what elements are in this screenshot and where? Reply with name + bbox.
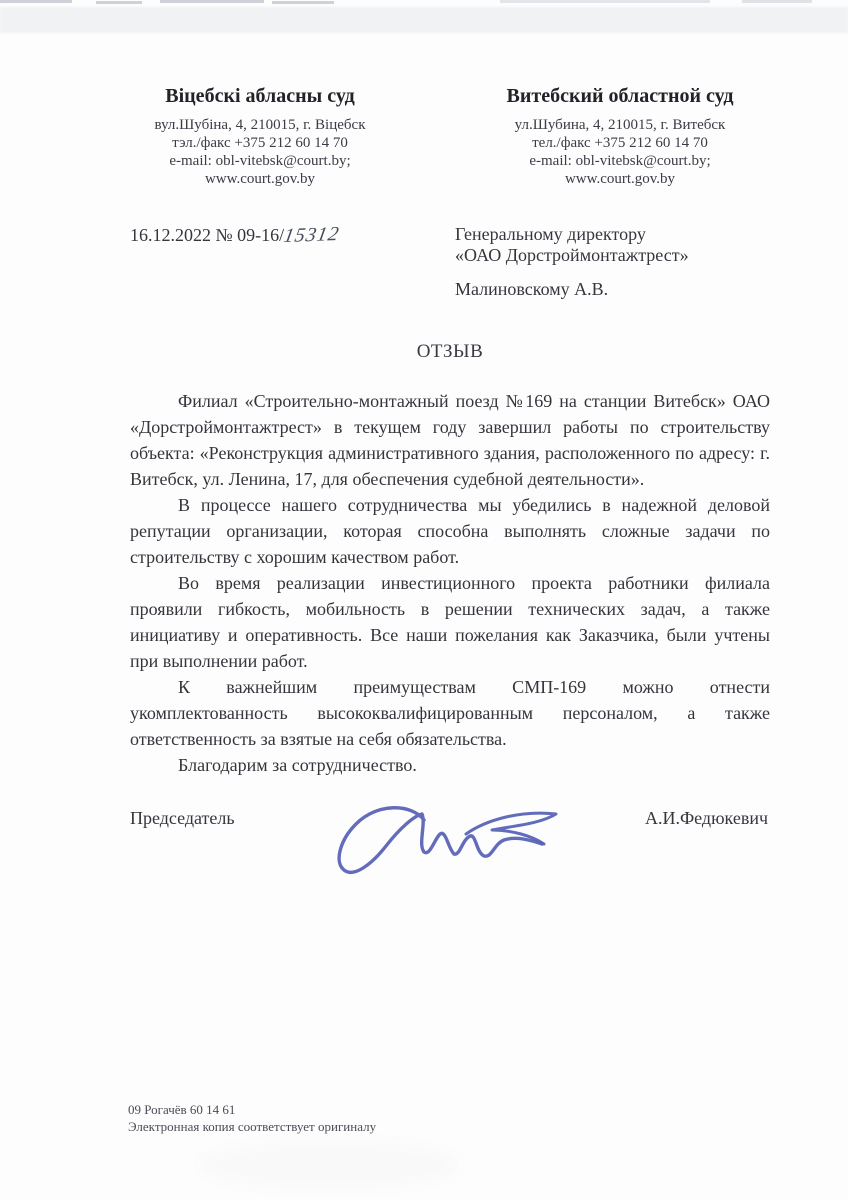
reference-date-number: 16.12.2022 № 09-16/ <box>130 225 285 245</box>
scan-artifact-dash <box>742 0 812 3</box>
recipient-position: Генеральному директору <box>455 224 646 244</box>
scan-artifact-band <box>0 7 848 33</box>
scan-artifact-dash <box>160 0 264 3</box>
court-address-russian: ул.Шубина, 4, 210015, г. Витебск <box>514 117 726 133</box>
reference-handwritten-number: 15312 <box>282 223 342 247</box>
signature-stroke <box>339 808 542 873</box>
paragraph: К важнейшим преимуществам СМП-169 можно отнести укомплектованность высококвалифицированным персоналом, а также ответственность за взятые на себя обязательства. <box>130 677 770 749</box>
document-title: ОТЗЫВ <box>416 341 484 362</box>
letterhead-russian <box>452 84 788 188</box>
court-email-belarusian: e-mail: obl-vitebsk@court.by; <box>169 153 351 169</box>
recipient-name: Малиновскому А.В. <box>455 279 609 299</box>
signer-position-title: Председатель <box>130 808 235 828</box>
court-name-belarusian: Віцебскі абласны суд <box>165 85 355 107</box>
scan-artifact-dash <box>96 1 142 4</box>
letter-body <box>130 388 770 778</box>
letterhead-belarusian <box>110 84 410 188</box>
court-phone-belarusian: тэл./факс +375 212 60 14 70 <box>172 135 348 151</box>
scan-artifact-dash <box>500 0 710 3</box>
court-address-belarusian: вул.Шубіна, 4, 210015, г. Віцебск <box>154 117 366 133</box>
footer-executor-line: 09 Рогачёв 60 14 61 <box>128 1102 236 1117</box>
recipient-block <box>455 224 689 300</box>
footer-block <box>128 1101 376 1135</box>
recipient-organization: «ОАО Дорстроймонтажтрест» <box>455 245 689 265</box>
paragraph: Благодарим за сотрудничество. <box>178 755 417 775</box>
court-name-russian: Витебский областной суд <box>506 85 734 107</box>
court-email-russian: e-mail: obl-vitebsk@court.by; <box>529 153 711 169</box>
court-website-belarusian: www.court.gov.by <box>204 171 316 187</box>
court-phone-russian: тел./факс +375 212 60 14 70 <box>532 135 708 151</box>
paragraph: Филиал «Строительно-монтажный поезд №169 на станции Витебск» ОАО «Дорстроймонтажтрест» в текущем году завершил работы по строительству объекта: «Реконструкция административного здания, расположенного по адресу: г. Витебск, ул. Ленина, 17, для обеспечения судебной деятельности». <box>130 391 770 489</box>
scan-artifact-dash <box>272 1 334 4</box>
reference-line <box>130 223 342 247</box>
court-website-russian: www.court.gov.by <box>564 171 676 187</box>
paragraph: В процессе нашего сотрудничества мы убедились в надежной деловой репутации организации, которая способна выполнять сложные задачи по строительству с хорошим качеством работ. <box>130 495 770 567</box>
footer-copy-note: Электронная копия соответствует оригиналу <box>128 1119 377 1134</box>
scan-artifact-blotch <box>200 1140 460 1190</box>
signer-name: А.И.Федюкевич <box>644 808 768 828</box>
paragraph: Во время реализации инвестиционного проекта работники филиала проявили гибкость, мобильность в решении технических задач, а также инициативу и оперативность. Все наши пожелания как Заказчика, были учтены при выполнении работ. <box>130 573 770 671</box>
scan-artifact-dash <box>0 0 72 3</box>
